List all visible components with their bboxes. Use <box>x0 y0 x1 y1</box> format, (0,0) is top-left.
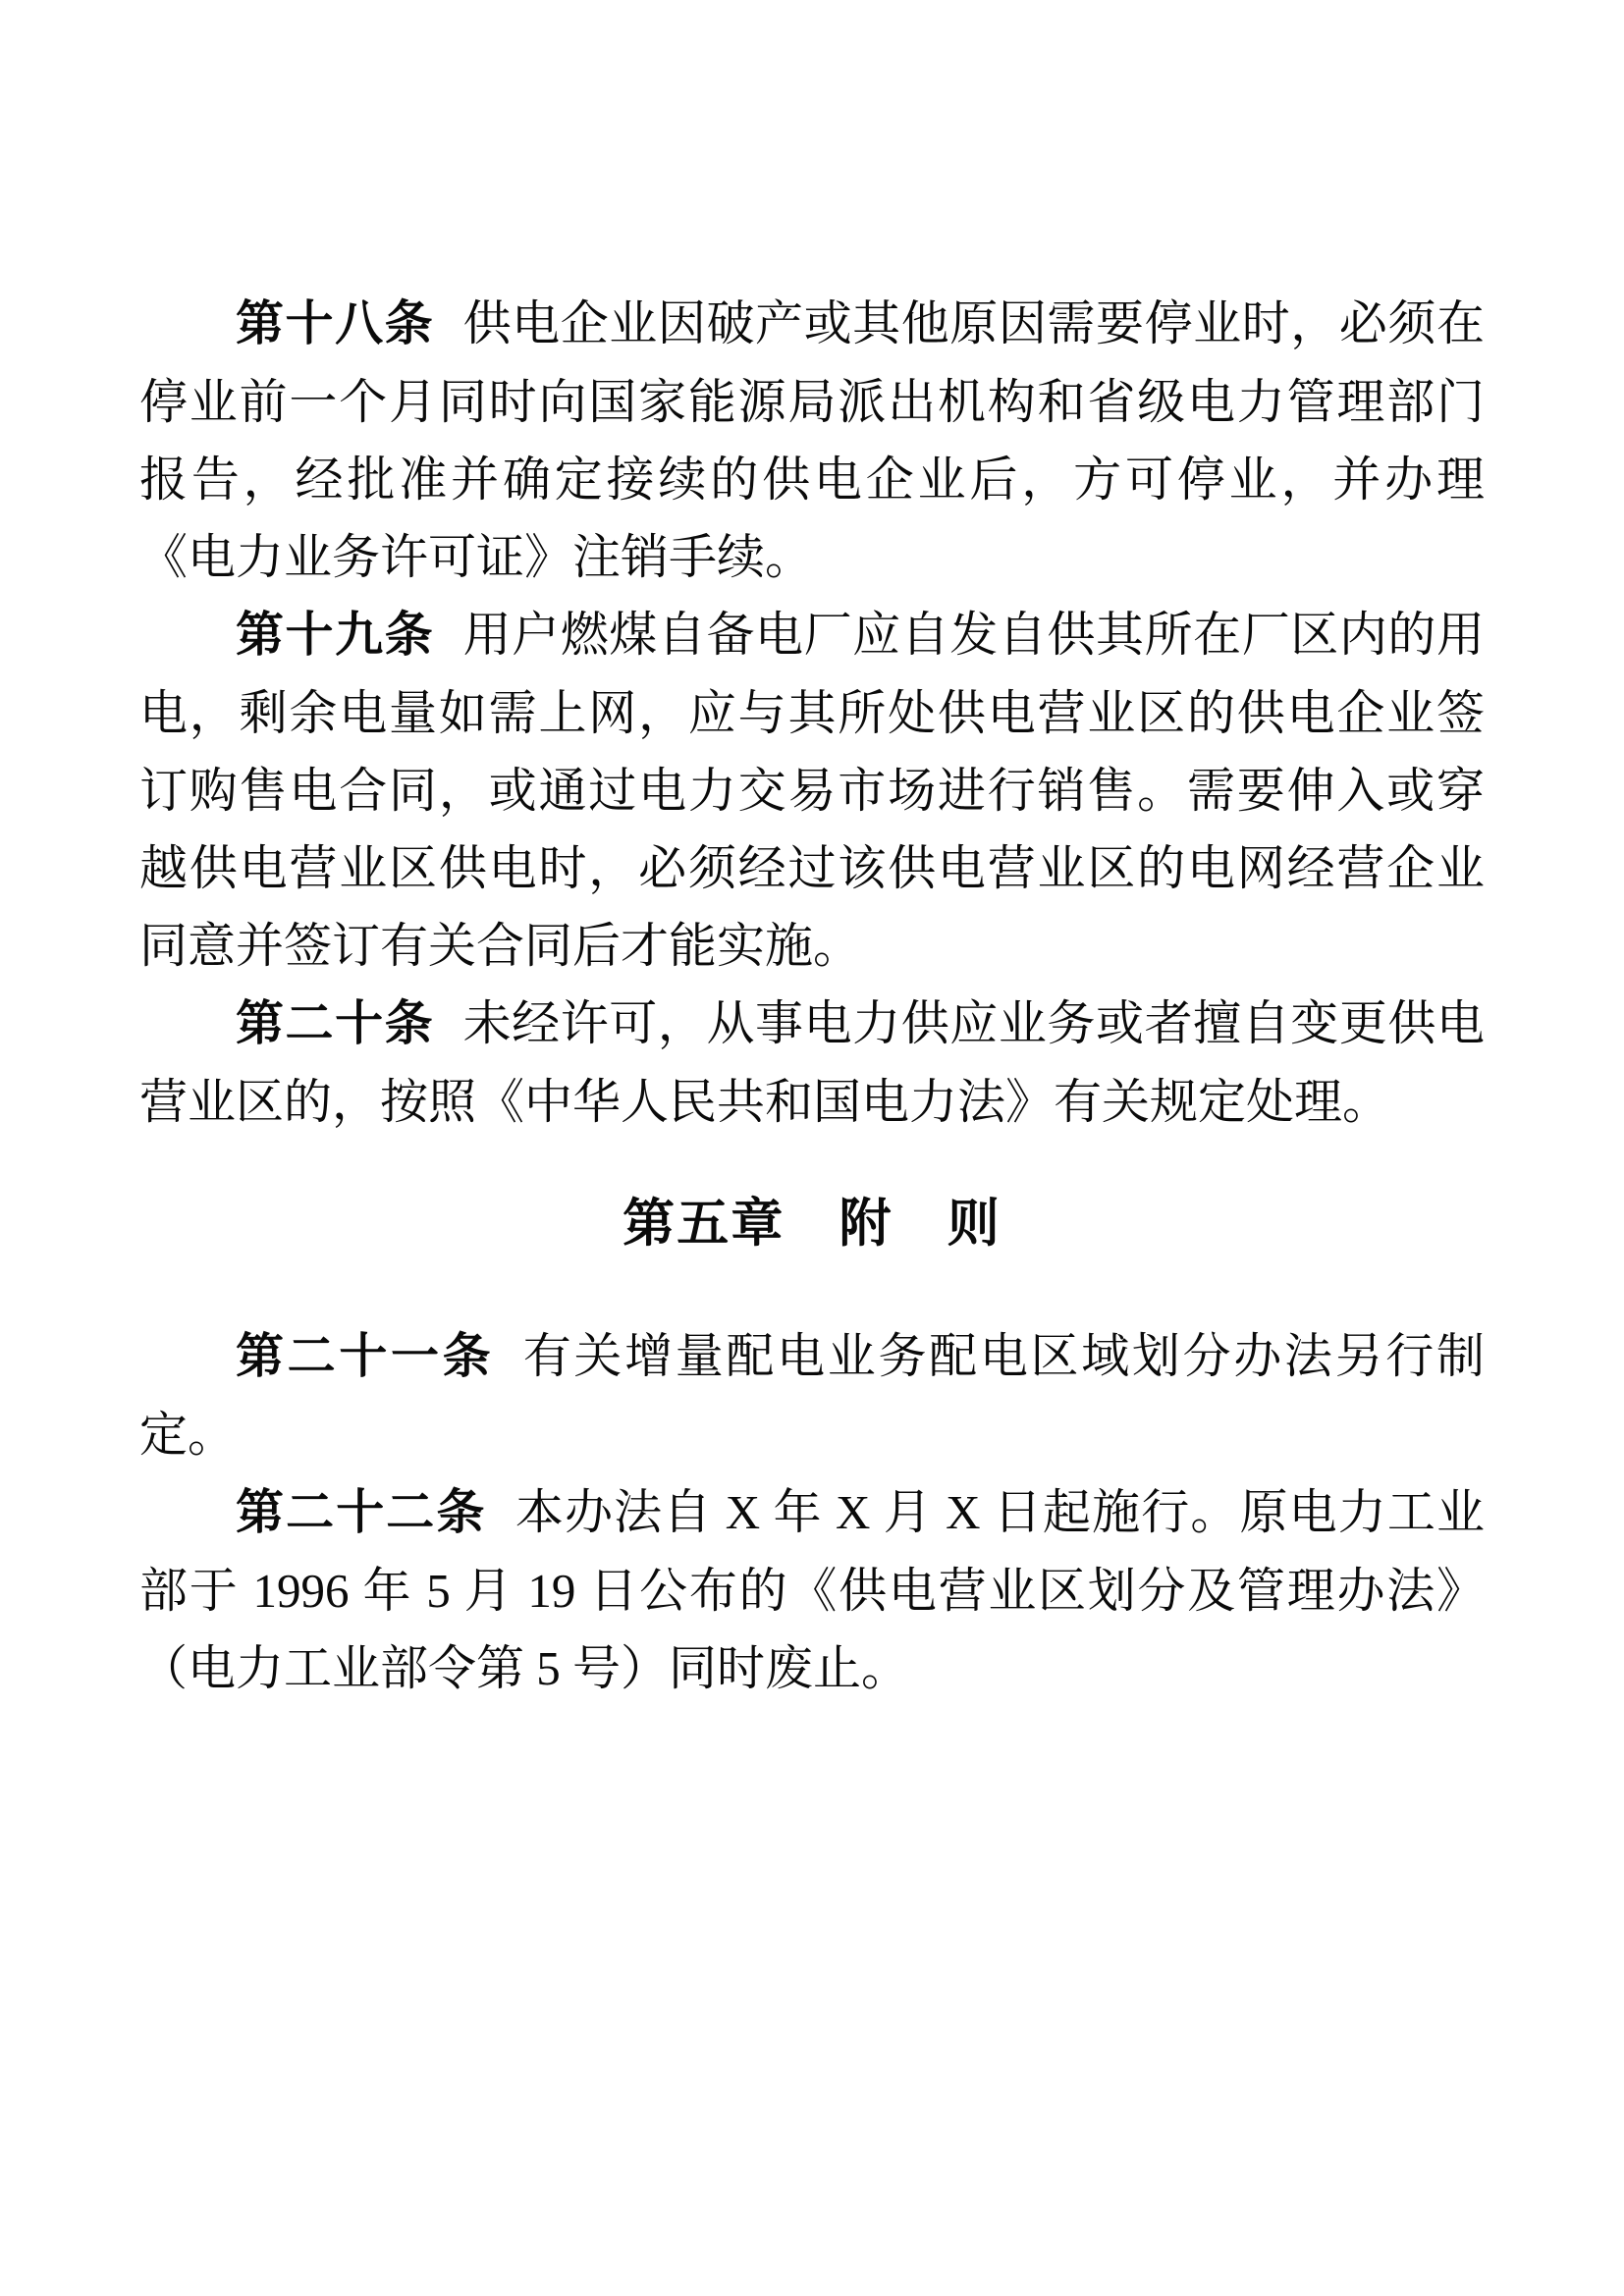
article-22-label: 第二十二条 <box>236 1486 487 1539</box>
article-21-text: 有关增量配电业务配电区域划分办法另行制定。 <box>139 1329 1485 1462</box>
article-21-label: 第二十一条 <box>236 1330 495 1383</box>
chapter-5-heading: 第五章 附 则 <box>623 1195 1001 1253</box>
article-20-paragraph <box>139 985 1485 1141</box>
article-20-label: 第二十条 <box>236 997 435 1050</box>
article-18-label: 第十八条 <box>236 297 435 350</box>
article-19-text: 用户燃煤自备电厂应自发自供其所在厂区内的用电，剩余电量如需上网，应与其所处供电营业区的供电企业签订购售电合同，或通过电力交易市场进行销售。需要伸入或穿越供电营业区供电时，必须经过该供电营业区的电网经营企业同意并签订有关合同后才能实施。 <box>139 608 1485 973</box>
article-22-paragraph <box>139 1473 1485 1707</box>
article-19-paragraph <box>139 596 1485 985</box>
article-19-label: 第十九条 <box>236 609 435 662</box>
article-22-text: 本办法自 X 年 X 月 X 日起施行。原电力工业部于 1996 年 5 月 19 日公布的《供电营业区划分及管理办法》（电力工业部令第 5 号）同时废止。 <box>139 1485 1485 1695</box>
article-18-paragraph <box>139 285 1485 596</box>
article-20-text: 未经许可，从事电力供应业务或者擅自变更供电营业区的，按照《中华人民共和国电力法》有关规定处理。 <box>139 996 1485 1129</box>
article-18-text: 供电企业因破产或其他原因需要停业时，必须在停业前一个月同时向国家能源局派出机构和省级电力管理部门报告，经批准并确定接续的供电企业后，方可停业，并办理《电力业务许可证》注销手续。 <box>139 296 1485 584</box>
article-21-paragraph <box>139 1317 1485 1473</box>
